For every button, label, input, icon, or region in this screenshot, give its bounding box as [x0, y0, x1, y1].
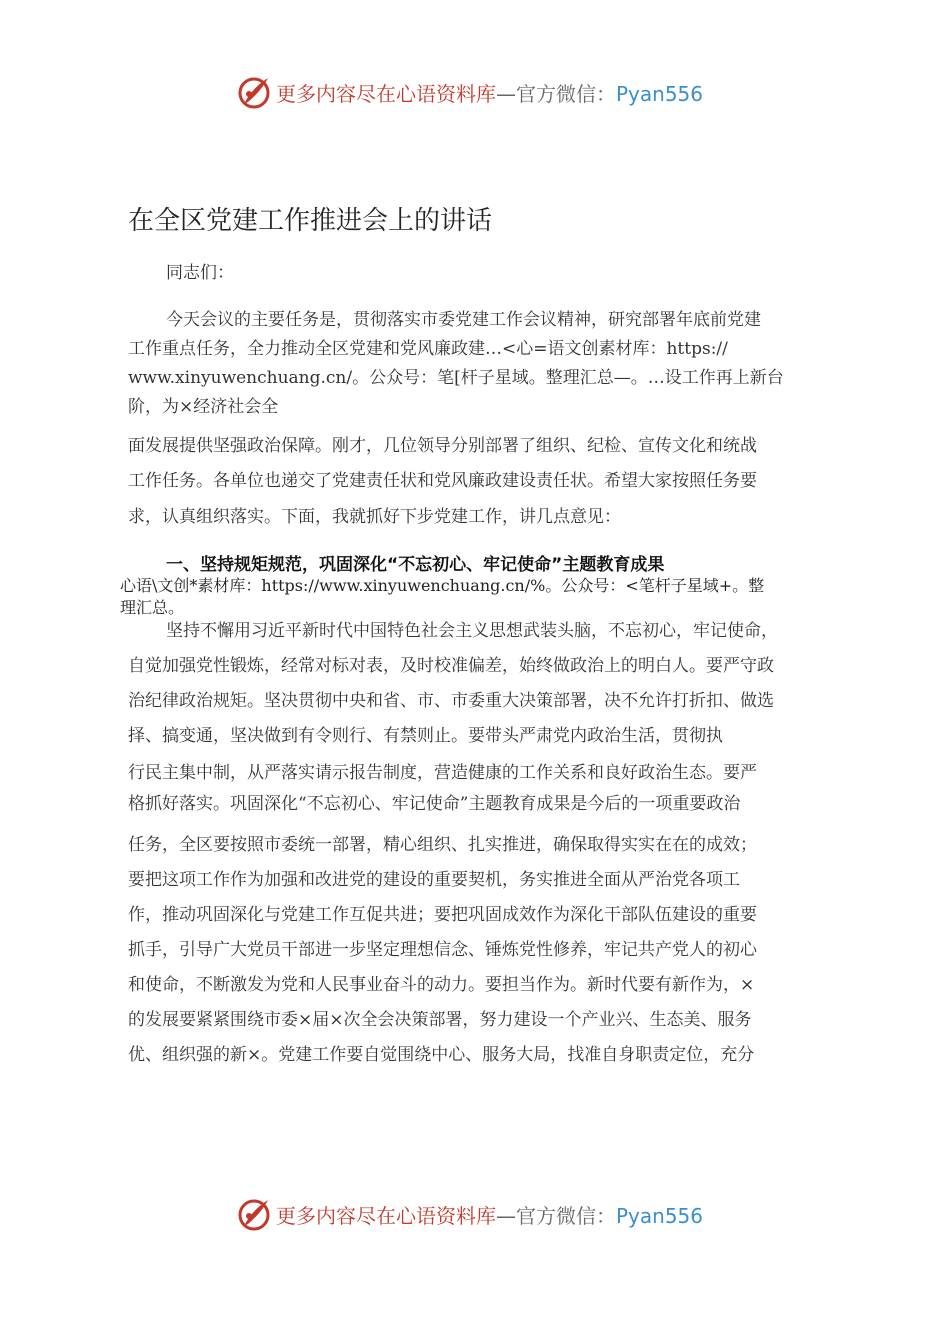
banner-wechat-id: Pyan556 [616, 82, 704, 106]
section-heading-1: 一、坚持规矩规范，巩固深化“不忘初心、牢记使命”主题教育成果 [166, 555, 665, 575]
para5-line: 的发展要紧紧围绕市委×届×次全会决策部署，努力建设一个产业兴、生态美、服务 [128, 1010, 752, 1030]
para1-line: 工作重点任务，全力推动全区党建和党风廉政建…<心=语文创素材库：https:// [128, 339, 728, 359]
para2-line: 求，认真组织落实。下面，我就抓好下步党建工作，讲几点意见： [128, 507, 621, 527]
banner-library-text: 更多内容尽在心语资料库 [276, 82, 496, 106]
quill-logo-icon [236, 74, 272, 110]
para4-line: 行民主集中制，从严落实请示报告制度，营造健康的工作关系和良好政治生态。要严 [128, 763, 757, 783]
para5-line: 抓手，引导广大党员干部进一步坚定理想信念、锤炼党性修养，牢记共产党人的初心 [128, 940, 757, 960]
para3-line: 治纪律政治规矩。坚决贯彻中央和省、市、市委重大决策部署，决不允许打折扣、做选 [128, 691, 774, 711]
greeting: 同志们： [166, 263, 234, 283]
inserted-watermark-line: 心语\文创*素材库：https://www.xinyuwenchuang.cn/%。公众号：<笔杆子星域+。整 [120, 576, 765, 595]
para2-line: 工作任务。各单位也递交了党建责任状和党风廉政建设责任状。希望大家按照任务要 [128, 471, 757, 491]
para3-line: 坚持不懈用习近平新时代中国特色社会主义思想武装头脑，不忘初心，牢记使命， [166, 621, 778, 641]
para2-line: 面发展提供坚强政治保障。刚才，几位领导分别部署了组织、纪检、宣传文化和统战 [128, 436, 757, 456]
para1-line: 今天会议的主要任务是，贯彻落实市委党建工作会议精神，研究部署年底前党建 [166, 310, 761, 330]
banner-separator: — [496, 82, 516, 106]
para5-line: 作，推动巩固深化与党建工作互促共进；要把巩固成效作为深化干部队伍建设的重要 [128, 905, 757, 925]
banner-wechat-label: 官方微信： [516, 1204, 616, 1228]
para5-line: 和使命，不断激发为党和人民事业奋斗的动力。要担当作为。新时代要有新作为，× [128, 975, 755, 995]
para5-line: 任务，全区要按照市委统一部署，精心组织、扎实推进，确保取得实实在在的成效； [128, 835, 757, 855]
document-title: 在全区党建工作推进会上的讲话 [128, 206, 493, 236]
quill-logo-icon [236, 1196, 272, 1232]
banner-wechat-label: 官方微信： [516, 82, 616, 106]
footer-banner [0, 1192, 950, 1236]
inserted-watermark-line: 理汇总。 [120, 598, 185, 617]
banner-library-text: 更多内容尽在心语资料库 [276, 1204, 496, 1228]
para1-line: 阶，为×经济社会全 [128, 397, 279, 417]
header-banner [0, 70, 950, 114]
banner-separator: — [496, 1204, 516, 1228]
para4-line: 格抓好落实。巩固深化“不忘初心、牢记使命”主题教育成果是今后的一项重要政治 [128, 794, 741, 814]
para3-line: 择、搞变通，坚决做到有令则行、有禁则止。要带头严肃党内政治生活，贯彻执 [128, 726, 723, 746]
banner-wechat-id: Pyan556 [616, 1204, 704, 1228]
para5-line: 要把这项工作作为加强和改进党的建设的重要契机，务实推进全面从严治党各项工 [128, 870, 740, 890]
para1-line: www.xinyuwenchuang.cn/。公众号：笔[杆子星域。整理汇总—。…设工作再上新台 [128, 368, 784, 388]
para5-line: 优、组织强的新×。党建工作要自觉围绕中心、服务大局，找准自身职责定位，充分 [128, 1045, 755, 1065]
para3-line: 自觉加强党性锻炼，经常对标对表，及时校准偏差，始终做政治上的明白人。要严守政 [128, 656, 774, 676]
